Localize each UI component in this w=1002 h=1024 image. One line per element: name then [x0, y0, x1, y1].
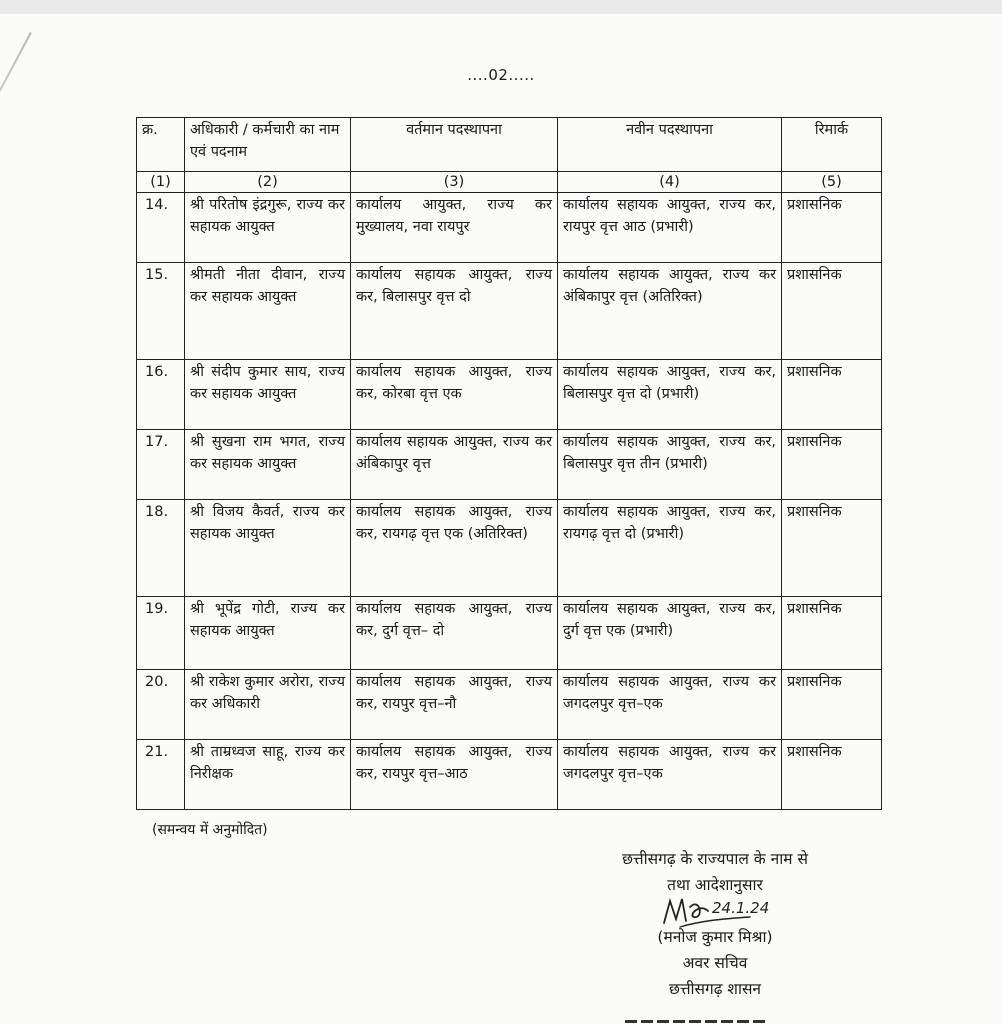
- new-posting-cell: कार्यालय सहायक आयुक्त, राज्य कर, बिलासपुर वृत्त दो (प्रभारी): [558, 360, 782, 430]
- name-cell: श्री भूपेंद्र गोटी, राज्य कर सहायक आयुक्त: [185, 597, 351, 670]
- table-row: [137, 597, 882, 670]
- remark-cell: प्रशासनिक: [782, 430, 882, 500]
- current-posting-cell: कार्यालय सहायक आयुक्त, राज्य कर अंबिकापुर वृत्त: [351, 430, 558, 500]
- column-number-row: [137, 172, 882, 193]
- signature-date: 24.1.24: [712, 899, 770, 917]
- viewer-top-bar: [0, 0, 1002, 15]
- column-number: (2): [185, 172, 351, 193]
- transfer-table: [136, 117, 882, 810]
- current-posting-cell: कार्यालय सहायक आयुक्त, राज्य कर, रायपुर वृत्त–आठ: [351, 740, 558, 810]
- handwritten-signature: [660, 893, 780, 933]
- serial-cell: 16.: [137, 360, 185, 430]
- signature-line-2: तथा आदेशानुसार: [667, 876, 763, 894]
- current-posting-cell: कार्यालय सहायक आयुक्त, राज्य कर, बिलासपुर वृत्त दो: [351, 263, 558, 360]
- column-number: (5): [782, 172, 882, 193]
- new-posting-cell: कार्यालय सहायक आयुक्त, राज्य कर, बिलासपुर वृत्त तीन (प्रभारी): [558, 430, 782, 500]
- name-cell: श्रीमती नीता दीवान, राज्य कर सहायक आयुक्त: [185, 263, 351, 360]
- name-cell: श्री संदीप कुमार साय, राज्य कर सहायक आयुक्त: [185, 360, 351, 430]
- signature-line-1: छत्तीसगढ़ के राज्यपाल के नाम से: [622, 850, 808, 868]
- table-row: [137, 193, 882, 263]
- current-posting-cell: कार्यालय सहायक आयुक्त, राज्य कर, दुर्ग वृत्त– दो: [351, 597, 558, 670]
- remark-cell: प्रशासनिक: [782, 670, 882, 740]
- table-row: [137, 740, 882, 810]
- serial-cell: 20.: [137, 670, 185, 740]
- new-posting-cell: कार्यालय सहायक आयुक्त, राज्य कर, रायगढ़ वृत्त दो (प्रभारी): [558, 500, 782, 597]
- table-row: [137, 360, 882, 430]
- name-cell: श्री ताम्रध्वज साहू, राज्य कर निरीक्षक: [185, 740, 351, 810]
- table-header-row: [137, 118, 882, 172]
- header-new-posting: नवीन पदस्थापना: [558, 118, 782, 172]
- approval-note: (समन्वय में अनुमोदित): [152, 822, 268, 838]
- serial-cell: 21.: [137, 740, 185, 810]
- header-remark: रिमार्क: [782, 118, 882, 172]
- current-posting-cell: कार्यालय आयुक्त, राज्य कर मुख्यालय, नवा रायपुर: [351, 193, 558, 263]
- remark-cell: प्रशासनिक: [782, 597, 882, 670]
- current-posting-cell: कार्यालय सहायक आयुक्त, राज्य कर, रायगढ़ वृत्त एक (अतिरिक्त): [351, 500, 558, 597]
- column-number: (3): [351, 172, 558, 193]
- remark-cell: प्रशासनिक: [782, 263, 882, 360]
- signatory-designation: अवर सचिव: [682, 954, 748, 972]
- column-number: (1): [137, 172, 185, 193]
- column-number: (4): [558, 172, 782, 193]
- table-row: [137, 430, 882, 500]
- name-cell: श्री राकेश कुमार अरोरा, राज्य कर अधिकारी: [185, 670, 351, 740]
- serial-cell: 17.: [137, 430, 185, 500]
- name-cell: श्री विजय कैवर्त, राज्य कर सहायक आयुक्त: [185, 500, 351, 597]
- header-name: अधिकारी / कर्मचारी का नाम एवं पदनाम: [185, 118, 351, 172]
- new-posting-cell: कार्यालय सहायक आयुक्त, राज्य कर, दुर्ग वृत्त एक (प्रभारी): [558, 597, 782, 670]
- signatory-name: (मनोज कुमार मिश्रा): [657, 928, 773, 946]
- name-cell: श्री परितोष इंद्रगुरू, राज्य कर सहायक आयुक्त: [185, 193, 351, 263]
- header-serial: क्र.: [137, 118, 185, 172]
- new-posting-cell: कार्यालय सहायक आयुक्त, राज्य कर जगदलपुर वृत्त–एक: [558, 740, 782, 810]
- serial-cell: 19.: [137, 597, 185, 670]
- signatory-government: छत्तीसगढ़ शासन: [668, 980, 762, 998]
- table-row: [137, 500, 882, 597]
- serial-cell: 18.: [137, 500, 185, 597]
- new-posting-cell: कार्यालय सहायक आयुक्त, राज्य कर, रायपुर वृत्त आठ (प्रभारी): [558, 193, 782, 263]
- header-current-posting: वर्तमान पदस्थापना: [351, 118, 558, 172]
- serial-cell: 15.: [137, 263, 185, 360]
- remark-cell: प्रशासनिक: [782, 193, 882, 263]
- remark-cell: प्रशासनिक: [782, 500, 882, 597]
- serial-cell: 14.: [137, 193, 185, 263]
- remark-cell: प्रशासनिक: [782, 740, 882, 810]
- table-row: [137, 263, 882, 360]
- cutoff-text-line: [625, 1015, 765, 1024]
- new-posting-cell: कार्यालय सहायक आयुक्त, राज्य कर अंबिकापुर वृत्त (अतिरिक्त): [558, 263, 782, 360]
- remark-cell: प्रशासनिक: [782, 360, 882, 430]
- current-posting-cell: कार्यालय सहायक आयुक्त, राज्य कर, रायपुर वृत्त–नौ: [351, 670, 558, 740]
- current-posting-cell: कार्यालय सहायक आयुक्त, राज्य कर, कोरबा वृत्त एक: [351, 360, 558, 430]
- table-row: [137, 670, 882, 740]
- name-cell: श्री सुखना राम भगत, राज्य कर सहायक आयुक्त: [185, 430, 351, 500]
- new-posting-cell: कार्यालय सहायक आयुक्त, राज्य कर जगदलपुर वृत्त–एक: [558, 670, 782, 740]
- page-number: ....02.....: [467, 66, 535, 84]
